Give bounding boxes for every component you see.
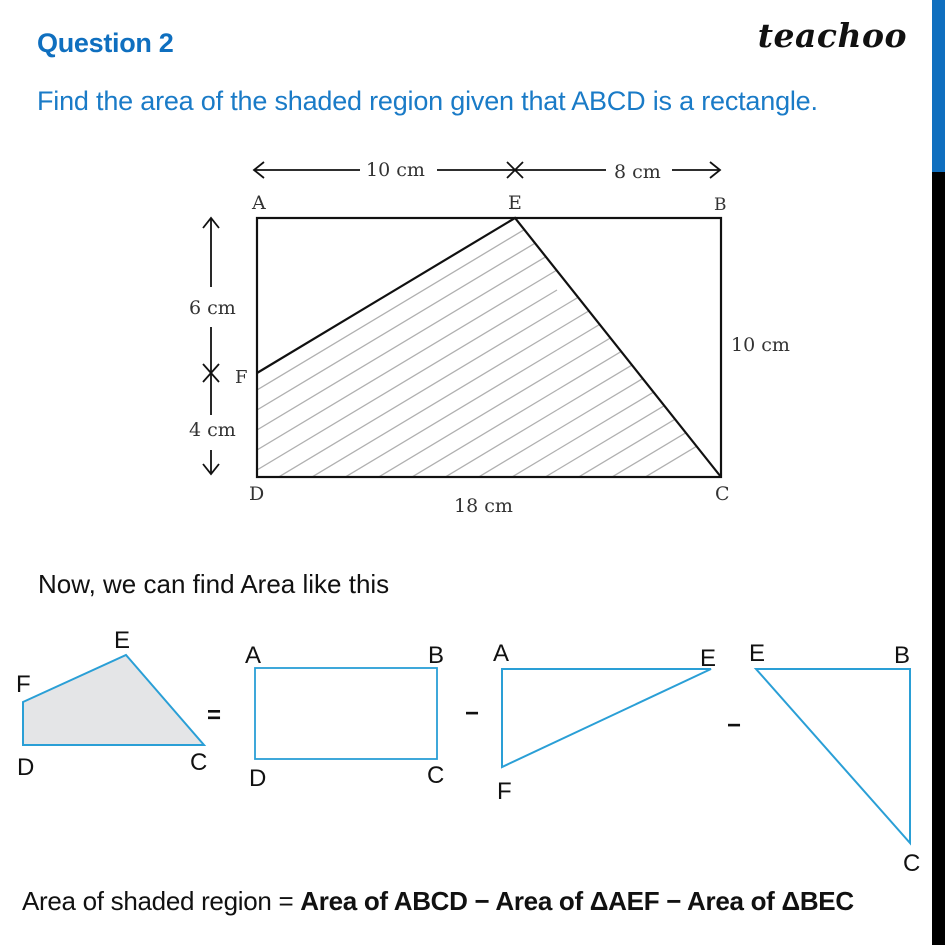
shaded-shape-fedc [23,655,204,745]
triangle-aef [502,669,711,767]
minus-sign-2: − [727,712,742,739]
label-d: D [249,483,265,505]
triangle-ebc [756,669,910,843]
dim-eb: 8 cm [614,161,661,183]
minus-sign-1: − [465,700,480,727]
formula-rhs: Area of ABCD − Area of ΔAEF − Area of ΔBEC [300,886,854,916]
label-c: C [715,483,730,505]
area-formula [22,886,854,917]
rect-label-b: B [428,642,445,669]
explanation-intro: Now, we can find Area like this [38,569,390,599]
shape-label-f: F [16,671,31,698]
dim-af: 6 cm [189,297,236,319]
question-text: Find the area of the shaded region given that ABCD is a rectangle. [37,86,818,116]
rectangle-abcd-small [255,668,437,759]
dim-fd: 4 cm [189,419,236,441]
dim-ae: 10 cm [366,159,425,181]
formula-lhs: Area of shaded region = [22,886,301,916]
tri1-label-a: A [493,640,510,667]
shape-label-c: C [190,749,208,776]
label-e: E [508,192,522,214]
label-f: F [235,367,248,388]
teachoo-logo: teachoo [757,16,907,55]
equals-sign: = [207,702,222,729]
dim-dc: 18 cm [454,495,513,517]
rect-label-a: A [245,642,262,669]
tri2-label-b: B [894,642,911,669]
tri2-label-c: C [903,850,921,877]
label-b: B [714,195,727,215]
rect-label-d: D [249,765,267,792]
shape-label-e: E [114,627,131,654]
tri1-label-f: F [497,778,512,805]
label-a: A [252,192,266,214]
rect-label-c: C [427,762,445,789]
tri2-label-e: E [749,640,766,667]
shape-label-d: D [17,754,35,781]
question-title: Question 2 [37,28,174,58]
tri1-label-e: E [700,645,717,672]
dim-bc: 10 cm [731,334,790,356]
